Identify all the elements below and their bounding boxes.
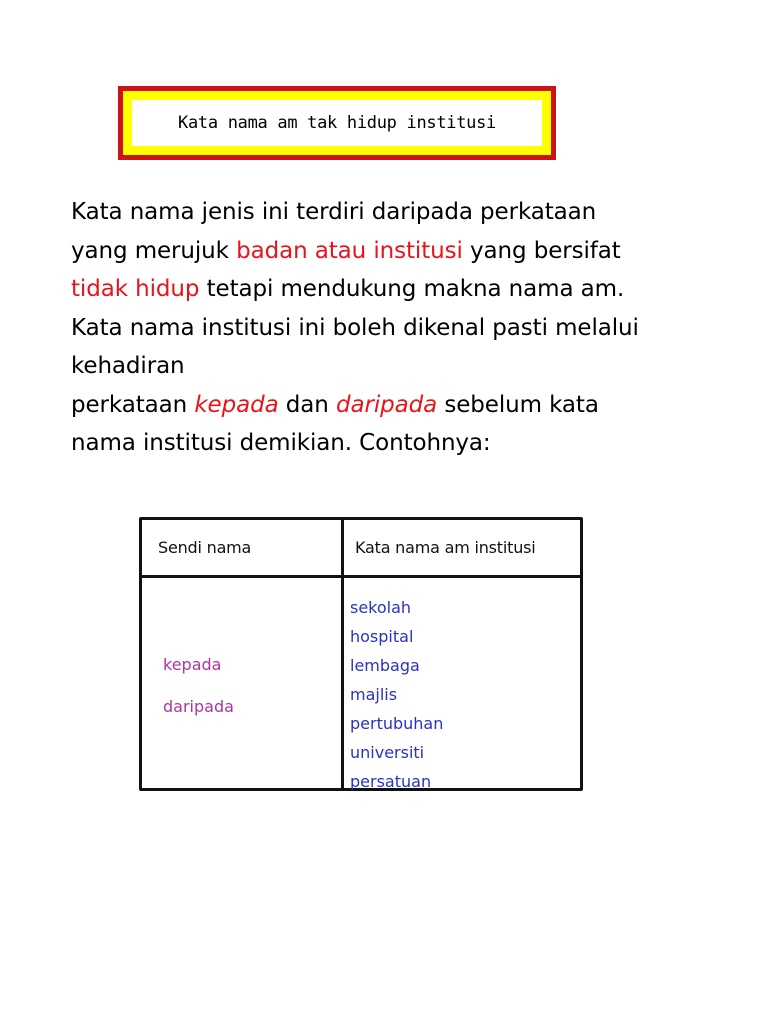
line4-text: Kata nama institusi ini boleh dikenal pasti melalui [71, 314, 639, 341]
list-item: sekolah [350, 598, 412, 617]
list-item: daripada [163, 697, 234, 716]
kata-nama-institusi-list [350, 598, 443, 801]
line6-text-b: dan [278, 391, 336, 418]
paragraph-line-3 [71, 270, 741, 309]
line2-text-b: yang bersifat [462, 237, 621, 264]
line3-highlight: tidak hidup [71, 276, 200, 302]
line2-highlight: badan atau institusi [236, 237, 463, 264]
table-header-divider [142, 575, 580, 578]
sendi-nama-list [163, 654, 234, 738]
list-item: persatuan [350, 772, 432, 791]
list-item: universiti [350, 743, 425, 762]
list-item: majlis [350, 685, 398, 704]
paragraph-line-1 [71, 193, 741, 232]
list-item: pertubuhan [350, 714, 444, 733]
list-item: kepada [163, 655, 222, 674]
table-header-kata-nama-institusi: Kata nama am institusi [355, 538, 536, 557]
paragraph-line-6 [71, 386, 741, 425]
line6-text-c: sebelum kata [437, 391, 599, 418]
table-header-sendi-nama: Sendi nama [158, 538, 252, 557]
paragraph-line-7 [71, 424, 741, 463]
line5-text: kehadiran [71, 353, 185, 379]
title-text: Kata nama am tak hidup institusi [178, 113, 496, 133]
title-box [118, 86, 556, 160]
title-box-inner [123, 91, 551, 155]
body-paragraph [71, 193, 741, 463]
line6-text-a: perkataan [71, 391, 195, 418]
example-table [139, 517, 583, 791]
table-column-divider [341, 520, 344, 788]
line3-text-b: tetapi mendukung makna nama am. [199, 276, 625, 302]
paragraph-line-2 [71, 232, 741, 271]
list-item: hospital [350, 627, 414, 646]
paragraph-line-5 [71, 347, 741, 386]
line6-highlight-daripada: daripada [335, 391, 438, 418]
list-item: lembaga [350, 656, 420, 675]
line7-text: nama institusi demikian. Contohnya: [71, 430, 491, 456]
line6-highlight-kepada: kepada [194, 391, 279, 418]
paragraph-line-4 [71, 309, 741, 348]
line2-text-a: yang merujuk [71, 237, 237, 264]
line1-text: Kata nama jenis ini terdiri daripada perkataan [71, 199, 597, 225]
